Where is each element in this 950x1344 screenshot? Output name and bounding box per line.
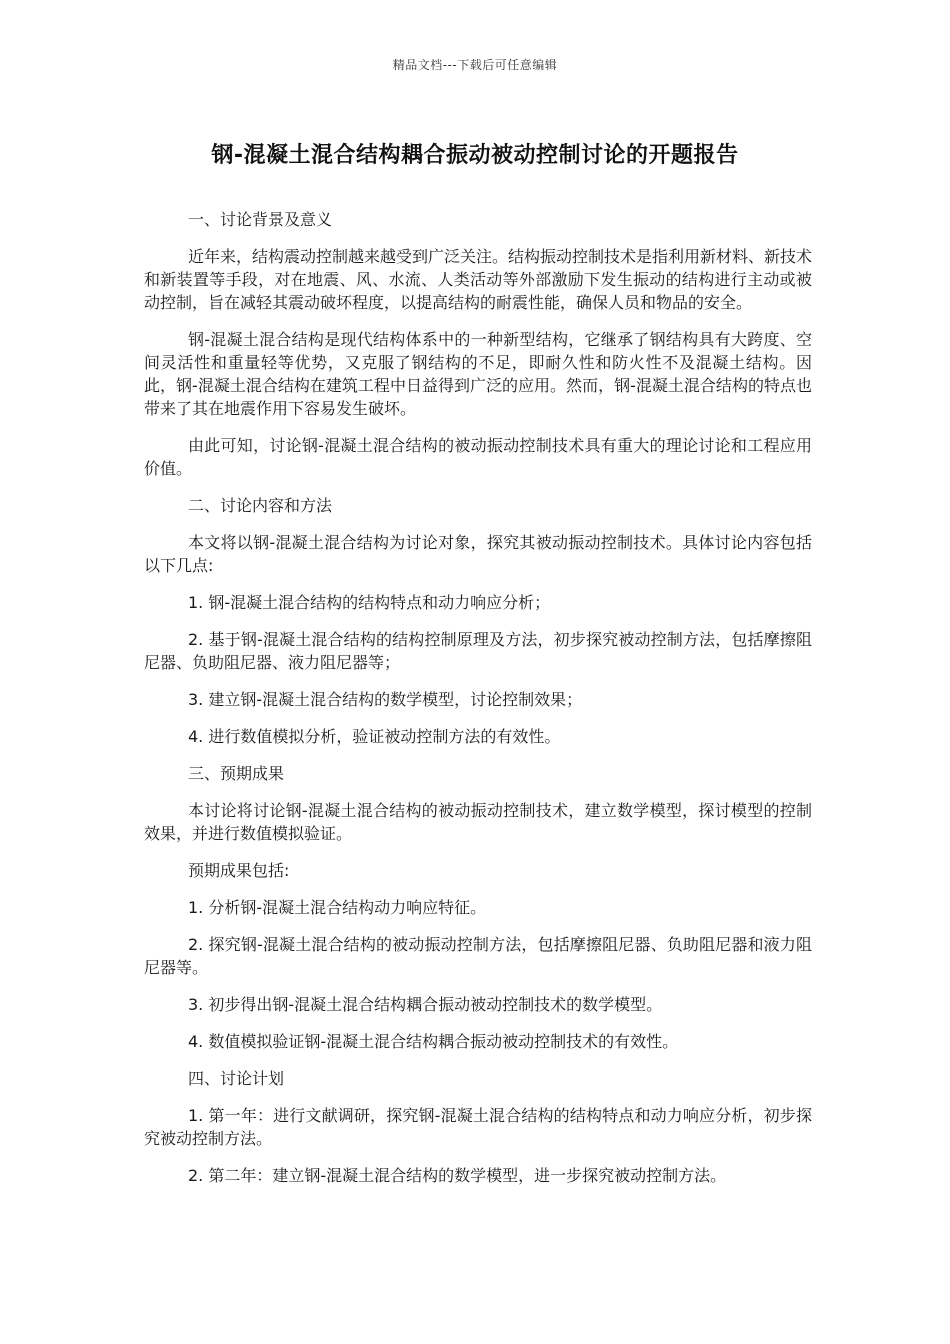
content-item-4: 4. 进行数值模拟分析，验证被动控制方法的有效性。 xyxy=(188,727,561,746)
section-heading-background: 一、讨论背景及意义 xyxy=(188,210,333,229)
plan-item-2: 2. 第二年：建立钢-混凝土混合结构的数学模型，进一步探究被动控制方法。 xyxy=(188,1166,727,1185)
content-item-2: 2. 基于钢-混凝土混合结构的结构控制原理及方法，初步探究被动控制方法，包括摩擦阻尼器、负助阻尼器、液力阻尼器等； xyxy=(144,630,812,672)
content-item-3: 3. 建立钢-混凝土混合结构的数学模型，讨论控制效果； xyxy=(188,690,583,709)
plan-item-1: 1. 第一年：进行文献调研，探究钢-混凝土混合结构的结构特点和动力响应分析，初步探究被动控制方法。 xyxy=(144,1106,812,1148)
section-heading-plan: 四、讨论计划 xyxy=(188,1069,285,1088)
result-item-2: 2. 探究钢-混凝土混合结构的被动振动控制方法，包括摩擦阻尼器、负助阻尼器和液力阻尼器等。 xyxy=(144,935,812,977)
page-header: 精品文档---下载后可任意编辑 xyxy=(392,58,558,72)
result-item-3: 3. 初步得出钢-混凝土混合结构耦合振动被动控制技术的数学模型。 xyxy=(188,995,663,1014)
document-title: 钢-混凝土混合结构耦合振动被动控制讨论的开题报告 xyxy=(211,143,739,168)
document-body xyxy=(144,208,812,1201)
paragraph-results-list-intro: 预期成果包括: xyxy=(188,861,290,880)
section-heading-content-methods: 二、讨论内容和方法 xyxy=(188,496,333,515)
section-heading-expected-results: 三、预期成果 xyxy=(188,764,285,783)
result-item-1: 1. 分析钢-混凝土混合结构动力响应特征。 xyxy=(188,898,487,917)
paragraph-background-3: 由此可知，讨论钢-混凝土混合结构的被动振动控制技术具有重大的理论讨论和工程应用价值。 xyxy=(144,436,812,478)
content-item-1: 1. 钢-混凝土混合结构的结构特点和动力响应分析； xyxy=(188,593,551,612)
paragraph-content-intro: 本文将以钢-混凝土混合结构为讨论对象，探究其被动振动控制技术。具体讨论内容包括以下几点: xyxy=(144,533,812,575)
paragraph-results-intro: 本讨论将讨论钢-混凝土混合结构的被动振动控制技术，建立数学模型，探讨模型的控制效果，并进行数值模拟验证。 xyxy=(144,801,812,843)
result-item-4: 4. 数值模拟验证钢-混凝土混合结构耦合振动被动控制技术的有效性。 xyxy=(188,1032,679,1051)
paragraph-background-1: 近年来，结构震动控制越来越受到广泛关注。结构振动控制技术是指利用新材料、新技术和新装置等手段，对在地震、风、水流、人类活动等外部激励下发生振动的结构进行主动或被动控制，旨在减轻其震动破坏程度，以提高结构的耐震性能，确保人员和物品的安全。 xyxy=(144,247,813,312)
paragraph-background-2: 钢-混凝土混合结构是现代结构体系中的一种新型结构，它继承了钢结构具有大跨度、空间灵活性和重量轻等优势，又克服了钢结构的不足，即耐久性和防火性不及混凝土结构。因此，钢-混凝土混合结构在建筑工程中日益得到广泛的应用。然而，钢-混凝土混合结构的特点也带来了其在地震作用下容易发生破坏。 xyxy=(144,330,812,418)
